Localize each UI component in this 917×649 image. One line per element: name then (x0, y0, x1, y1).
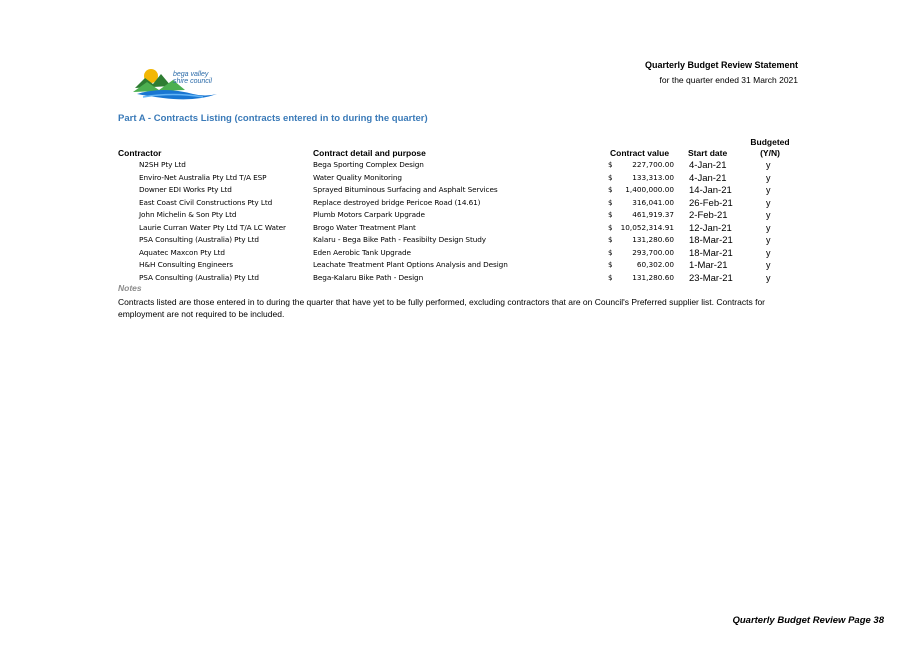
table-row (0, 185, 917, 197)
start-date-cell: 18-Mar-21 (689, 247, 733, 259)
column-header-value: Contract value (610, 148, 670, 158)
detail-cell: Replace destroyed bridge Pericoe Road (14.61) (313, 197, 481, 207)
budgeted-cell: y (766, 235, 771, 245)
table-row (0, 260, 917, 272)
detail-cell: Bega Sporting Complex Design (313, 160, 424, 169)
detail-cell: Sprayed Bituminous Surfacing and Asphalt Services (313, 185, 498, 194)
currency-cell: $ (608, 197, 613, 207)
budgeted-cell: y (766, 172, 771, 183)
detail-cell: Leachate Treatment Plant Options Analysis and Design (313, 260, 508, 269)
detail-cell: Eden Aerobic Tank Upgrade (313, 247, 411, 257)
detail-cell: Plumb Motors Carpark Upgrade (313, 210, 425, 219)
logo-text: bega valley shire council (173, 71, 212, 85)
contractor-cell: East Coast Civil Constructions Pty Ltd (139, 197, 273, 207)
budgeted-cell: y (766, 272, 771, 283)
currency-cell: $ (608, 247, 613, 257)
start-date-cell: 26-Feb-21 (689, 197, 733, 209)
amount-cell: 293,700.00 (632, 247, 674, 257)
amount-cell: 131,280.60 (632, 272, 674, 282)
budgeted-cell: y (766, 160, 771, 170)
amount-cell: 60,302.00 (636, 260, 674, 269)
table-row (0, 248, 917, 260)
contractor-cell: Downer EDI Works Pty Ltd (139, 185, 232, 194)
table-row (0, 210, 917, 222)
amount-cell: 131,280.60 (632, 235, 674, 244)
table-row (0, 235, 917, 247)
contractor-cell: H&H Consulting Engineers (139, 260, 233, 269)
amount-cell: 133,313.00 (632, 172, 674, 182)
start-date-cell: 14-Jan-21 (689, 185, 732, 196)
currency-cell: $ (608, 272, 613, 282)
start-date-cell: 4-Jan-21 (689, 172, 727, 184)
column-header-detail: Contract detail and purpose (313, 148, 426, 158)
budgeted-cell: y (766, 197, 771, 208)
budgeted-cell: y (766, 185, 771, 195)
budgeted-cell: y (766, 210, 771, 220)
column-header-budgeted: Budgeted (Y/N) (750, 137, 790, 158)
start-date-cell: 12-Jan-21 (689, 222, 732, 234)
amount-cell: 227,700.00 (632, 160, 674, 169)
table-row (0, 198, 917, 210)
amount-cell: 10,052,314.91 (620, 222, 674, 232)
contractor-cell: PSA Consulting (Australia) Pty Ltd (139, 272, 259, 282)
currency-cell: $ (608, 235, 613, 244)
contractor-cell: John Michelin & Son Pty Ltd (139, 210, 237, 219)
currency-cell: $ (608, 210, 613, 219)
start-date-cell: 2-Feb-21 (689, 210, 728, 221)
contractor-cell: N2SH Pty Ltd (139, 160, 186, 169)
statement-subtitle: for the quarter ended 31 March 2021 (659, 75, 798, 85)
currency-cell: $ (608, 260, 613, 269)
budgeted-cell: y (766, 247, 771, 258)
contractor-cell: Aquatec Maxcon Pty Ltd (139, 247, 225, 257)
table-row (0, 223, 917, 235)
currency-cell: $ (608, 172, 613, 182)
currency-cell: $ (608, 160, 613, 169)
amount-cell: 461,919.37 (632, 210, 674, 219)
detail-cell: Kalaru - Bega Bike Path - Feasibilty Design Study (313, 235, 487, 244)
column-header-contractor: Contractor (118, 148, 162, 158)
amount-cell: 316,041.00 (632, 197, 674, 207)
budgeted-cell: y (766, 222, 771, 233)
detail-cell: Bega-Kalaru Bike Path - Design (313, 272, 424, 282)
currency-cell: $ (608, 185, 613, 194)
section-title: Part A - Contracts Listing (contracts entered in to during the quarter) (118, 113, 428, 124)
notes-text: Contracts listed are those entered in to during the quarter that have yet to be fully performed, excluding contractors that are on Council's Preferred supplier list. Contracts for employment are not required to be included. (118, 297, 766, 319)
detail-cell: Water Quality Monitoring (313, 172, 402, 182)
page-footer: Quarterly Budget Review Page 38 (732, 615, 884, 626)
notes-label: Notes (118, 283, 142, 293)
amount-cell: 1,400,000.00 (625, 185, 674, 194)
start-date-cell: 4-Jan-21 (689, 160, 727, 171)
detail-cell: Brogo Water Treatment Plant (313, 222, 416, 232)
contractor-cell: PSA Consulting (Australia) Pty Ltd (139, 235, 259, 244)
column-header-start-date: Start date (688, 148, 728, 158)
start-date-cell: 1-Mar-21 (689, 260, 728, 271)
start-date-cell: 23-Mar-21 (689, 272, 733, 284)
table-row (0, 173, 917, 185)
contractor-cell: Enviro-Net Australia Pty Ltd T/A ESP (139, 172, 267, 182)
budgeted-cell: y (766, 260, 771, 270)
contractor-cell: Laurie Curran Water Pty Ltd T/A LC Water (139, 222, 286, 232)
table-row (0, 160, 917, 172)
statement-title: Quarterly Budget Review Statement (644, 60, 798, 70)
currency-cell: $ (608, 222, 613, 232)
start-date-cell: 18-Mar-21 (689, 235, 733, 246)
